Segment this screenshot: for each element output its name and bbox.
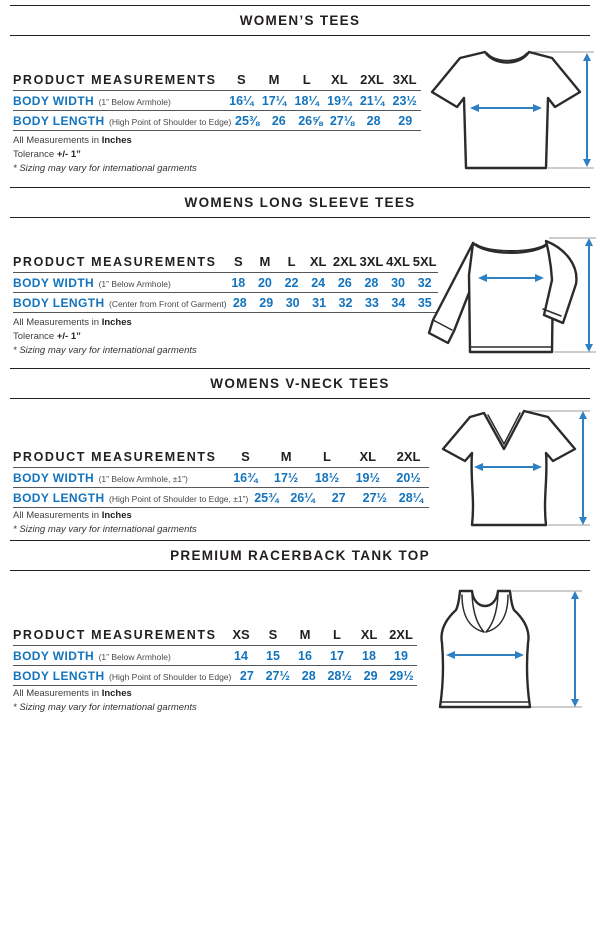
racerback-tank-icon — [426, 585, 586, 713]
measurement-value: 17 — [330, 648, 344, 663]
size-column-header: XL — [309, 254, 327, 269]
measurement-value: 29 — [259, 295, 274, 310]
long-sleeve-tee-icon — [416, 230, 598, 360]
measurement-value: 28 — [232, 295, 247, 310]
row-label-cell — [13, 274, 225, 292]
row-label-cell — [13, 647, 225, 665]
size-column-header: 2XL — [389, 627, 413, 642]
measurement-value: 31 — [312, 295, 327, 310]
measurement-value: 30 — [391, 275, 406, 290]
measurement-value: 24 — [311, 275, 326, 290]
row-label-cell — [13, 112, 231, 130]
section-title: PREMIUM RACERBACK TANK TOP — [170, 548, 430, 563]
body-length-row — [13, 488, 429, 508]
size-column-header: L — [323, 449, 331, 464]
table-header-row — [13, 252, 438, 273]
measurement-value: 27½ — [362, 490, 387, 505]
body-length-arrow — [585, 238, 593, 352]
measurement-value: 32 — [417, 275, 432, 290]
row-label-cell — [13, 294, 227, 312]
measurements-table — [13, 70, 421, 131]
size-column-header: S — [268, 627, 278, 642]
size-column-header: M — [268, 72, 280, 87]
table-header-row — [13, 447, 429, 468]
size-column-header: S — [233, 254, 243, 269]
measurements-table — [13, 625, 417, 686]
measurement-value: 26¼ — [290, 490, 315, 505]
table-title: PRODUCT MEASUREMENTS — [13, 450, 217, 464]
measurement-value: 27 — [331, 490, 346, 505]
tolerance-note: Tolerance +/- 1” — [13, 149, 81, 160]
measurement-value: 28 — [366, 113, 381, 128]
body-length-arrow — [579, 411, 587, 525]
section-womens-long-sleeve-tees — [0, 187, 600, 370]
size-column-header: XL — [360, 627, 378, 642]
table-header-row — [13, 625, 417, 646]
measurements-note: All Measurements in Inches — [13, 317, 132, 328]
row-note: (1” Below Armhole) — [98, 96, 171, 107]
measurement-value: 16¾ — [233, 470, 258, 485]
row-note: (1” Below Armhole, ±1”) — [98, 473, 188, 484]
section-premium-racerback-tank-top — [0, 540, 600, 731]
measurements-note: All Measurements in Inches — [13, 688, 132, 699]
measurement-value: 25⅜ — [235, 113, 260, 128]
row-label: BODY LENGTH — [13, 668, 105, 683]
measurement-value: 26 — [271, 113, 286, 128]
measurement-value: 30 — [285, 295, 300, 310]
row-label-cell — [13, 489, 248, 507]
section-header — [10, 540, 590, 571]
measurement-value: 20½ — [396, 470, 421, 485]
body-width-row — [13, 646, 417, 666]
size-column-header: XL — [331, 72, 348, 87]
size-column-header: 5XL — [412, 254, 437, 269]
body-length-row — [13, 111, 421, 131]
size-column-header: L — [287, 254, 296, 269]
row-label: BODY WIDTH — [13, 470, 95, 485]
row-note: (1” Below Armhole) — [98, 651, 171, 662]
measurement-value: 18¼ — [294, 93, 319, 108]
measurement-value: 34 — [391, 295, 406, 310]
measurement-value: 15 — [266, 648, 280, 663]
garment-illustration — [424, 42, 596, 187]
garment-outline — [432, 52, 580, 168]
table-title: PRODUCT MEASUREMENTS — [13, 73, 217, 87]
row-note: (Center from Front of Garment) — [108, 298, 227, 309]
row-label: BODY WIDTH — [13, 648, 95, 663]
garment-outline — [440, 591, 530, 707]
body-width-row — [13, 273, 438, 293]
section-womens-tees — [0, 5, 600, 190]
row-label-cell — [13, 92, 225, 110]
measurement-value: 33 — [364, 295, 379, 310]
row-note: (High Point of Shoulder to Edge, ±1”) — [108, 493, 249, 504]
row-label: BODY LENGTH — [13, 113, 105, 128]
measurement-value: 26⅝ — [298, 113, 323, 128]
measurement-value: 25¾ — [254, 490, 279, 505]
tolerance-note: Tolerance +/- 1” — [13, 331, 81, 342]
row-label-cell — [13, 469, 225, 487]
size-column-header: S — [237, 72, 246, 87]
measurement-value: 14 — [234, 648, 248, 663]
row-note: (High Point of Shoulder to Edge) — [108, 116, 232, 127]
measurement-value: 16¼ — [229, 93, 254, 108]
size-column-header: L — [302, 72, 311, 87]
measurement-value: 17½ — [274, 470, 299, 485]
row-label-cell — [13, 667, 231, 685]
measurement-value: 21¼ — [359, 93, 385, 108]
sizing-note: * Sizing may vary for international garments — [13, 702, 197, 713]
measurement-value: 29½ — [389, 668, 414, 683]
measurement-value: 28 — [364, 275, 379, 290]
table-header-row — [13, 70, 421, 91]
measurement-value: 16 — [298, 648, 312, 663]
short-sleeve-tee-icon — [424, 42, 596, 182]
measurement-value: 19½ — [355, 470, 380, 485]
measurement-value: 27⅛ — [329, 113, 355, 128]
row-label: BODY WIDTH — [13, 275, 95, 290]
measurements-table — [13, 447, 429, 508]
section-body — [0, 218, 600, 370]
size-column-header: 2XL — [332, 254, 357, 269]
section-body — [0, 571, 600, 731]
measurement-value: 18 — [231, 275, 246, 290]
table-title: PRODUCT MEASUREMENTS — [13, 628, 217, 642]
body-width-row — [13, 468, 429, 488]
measurements-note: All Measurements in Inches — [13, 135, 132, 146]
sizing-note: * Sizing may vary for international garments — [13, 524, 197, 535]
row-label: BODY LENGTH — [13, 295, 105, 310]
size-column-header: 4XL — [386, 254, 410, 269]
footnotes — [13, 318, 197, 360]
footnotes — [13, 136, 197, 178]
size-column-header: M — [280, 449, 292, 464]
section-womens-v-neck-tees — [0, 368, 600, 542]
measurement-value: 17¼ — [261, 93, 287, 108]
measurement-value: 18 — [362, 648, 376, 663]
size-column-header: 3XL — [392, 72, 417, 87]
section-header — [10, 368, 590, 399]
row-label: BODY LENGTH — [13, 490, 105, 505]
size-column-header: 3XL — [359, 254, 384, 269]
measurements-note: All Measurements in Inches — [13, 510, 132, 521]
footnotes — [13, 689, 197, 717]
size-column-header: XS — [232, 627, 250, 642]
sizing-note: * Sizing may vary for international garments — [13, 163, 197, 174]
body-length-arrow — [583, 53, 591, 167]
measurement-value: 27 — [239, 668, 254, 683]
section-title: WOMENS V-NECK TEES — [210, 376, 390, 391]
measurement-value: 28¼ — [398, 490, 424, 505]
body-length-row — [13, 293, 438, 313]
measurement-value: 35 — [417, 295, 432, 310]
body-length-row — [13, 666, 417, 686]
measurements-table — [13, 252, 438, 313]
size-column-header: 2XL — [396, 449, 421, 464]
measurement-value: 22 — [284, 275, 299, 290]
section-title: WOMENS LONG SLEEVE TEES — [184, 195, 416, 210]
row-note: (1” Below Armhole) — [98, 278, 171, 289]
garment-illustration — [426, 585, 586, 718]
garment-illustration — [416, 230, 598, 365]
size-column-header: M — [299, 627, 311, 642]
body-length-arrow — [571, 591, 579, 707]
measurement-value: 19¾ — [327, 93, 352, 108]
measurement-value: 26 — [337, 275, 352, 290]
size-column-header: L — [333, 627, 341, 642]
size-column-header: 2XL — [360, 72, 384, 87]
size-column-header: M — [259, 254, 271, 269]
section-header — [10, 187, 590, 218]
sizing-note: * Sizing may vary for international garments — [13, 345, 197, 356]
section-body — [0, 36, 600, 190]
measurement-value: 29 — [398, 113, 413, 128]
measurement-value: 23½ — [392, 93, 417, 108]
section-header — [10, 5, 590, 36]
garment-outline — [429, 241, 576, 352]
measurement-value: 20 — [257, 275, 272, 290]
size-column-header: S — [241, 449, 250, 464]
measurement-value: 27½ — [265, 668, 290, 683]
footnotes — [13, 511, 197, 539]
measurement-value: 19 — [394, 648, 408, 663]
measurement-value: 18½ — [314, 470, 340, 485]
body-width-row — [13, 91, 421, 111]
row-note: (High Point of Shoulder to Edge) — [108, 671, 232, 682]
v-neck-tee-icon — [428, 403, 593, 541]
measurement-value: 28 — [301, 668, 316, 683]
garment-illustration — [428, 403, 593, 546]
row-label: BODY WIDTH — [13, 93, 95, 108]
size-column-header: XL — [359, 449, 377, 464]
section-body — [0, 399, 600, 542]
measurement-value: 29 — [363, 668, 378, 683]
table-title: PRODUCT MEASUREMENTS — [13, 255, 217, 269]
measurement-value: 28½ — [327, 668, 352, 683]
section-title: WOMEN’S TEES — [239, 13, 361, 28]
measurement-value: 32 — [338, 295, 353, 310]
